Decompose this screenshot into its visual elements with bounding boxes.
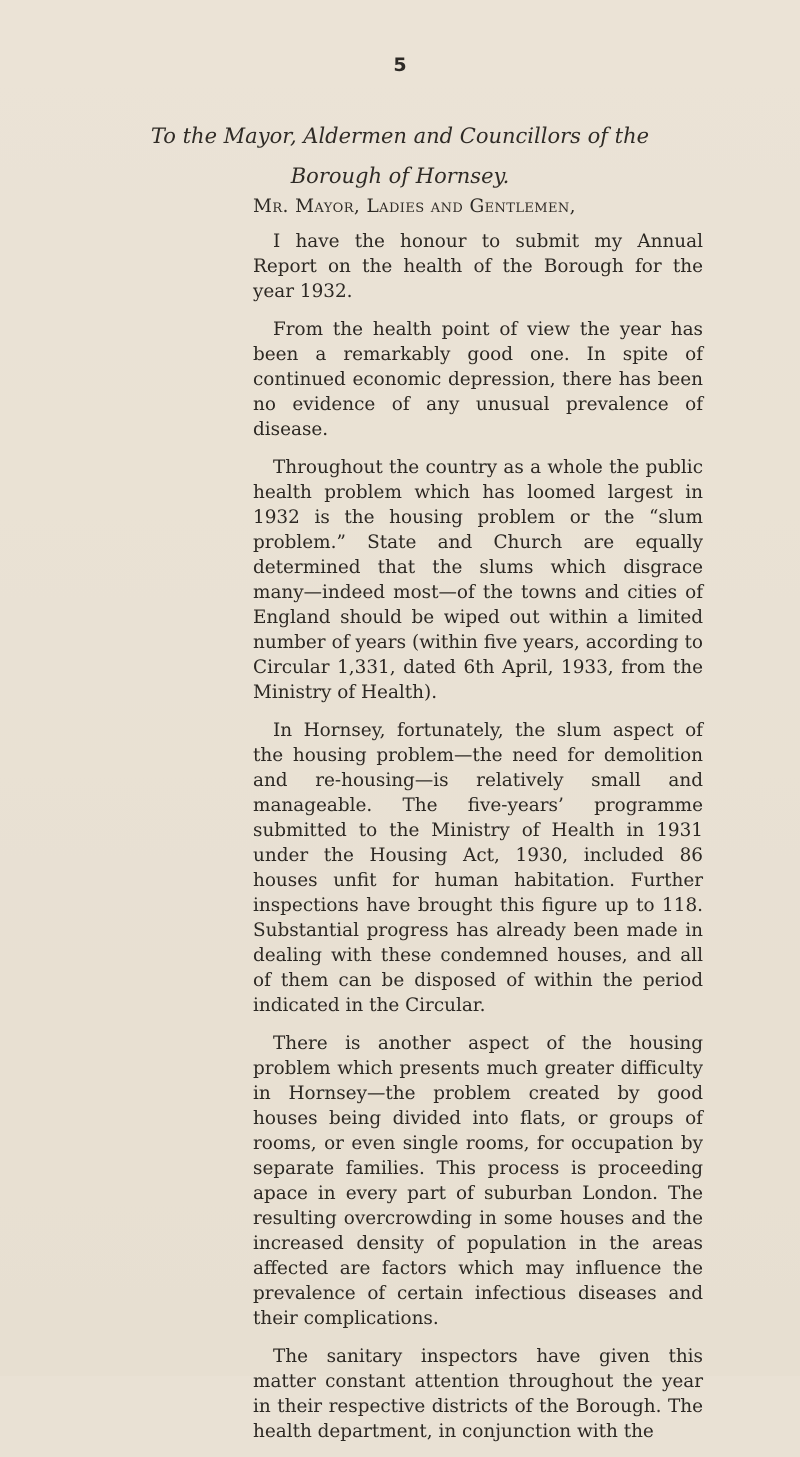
paragraph-3: Throughout the country as a whole the public health problem which has loomed largest in 1932 is the housing problem or the “slum problem.” State and Church are equally determined that the slums which disgrace many—indeed most—of the towns and cities of England should be wiped out within a limited number of years (within five years, according to Circular 1,331, dated 6th April, 1933, from the Ministry of Health). <box>253 457 703 703</box>
paragraph-5: There is another aspect of the housing problem which presents much greater difficulty in Hornsey—the problem created by good houses being divided into flats, or groups of rooms, or even single rooms, for occupation by separate families. This process is proceeding apace in every part of suburban London. The resulting overcrowding in some houses and the increased density of population in the areas affected are factors which may influence the prevalence of certain infectious diseases and their complications. <box>253 1033 703 1329</box>
paragraph-1: I have the honour to submit my Annual Report on the health of the Borough for the year 1932. <box>253 231 703 302</box>
address-heading-line-2: Borough of Hornsey. <box>290 164 510 188</box>
address-heading-line-1: To the Mayor, Aldermen and Councillors of the <box>150 124 650 148</box>
salutation-text: Mr. Mayor, Ladies and Gentlemen, <box>253 196 576 217</box>
paragraph-4: In Hornsey, fortunately, the slum aspect of the housing problem—the need for demolition and re-housing—is relatively small and manageable. The five-years’ programme submitted to the Ministry of Health in 1931 under the Housing Act, 1930, included 86 houses unfit for human habitation. Further inspections have brought this figure up to 118. Substantial progress has already been made in dealing with these condemned houses, and all of them can be disposed of within the period indicated in the Circular. <box>253 720 703 1016</box>
salutation <box>253 196 576 217</box>
paragraph-6: The sanitary inspectors have given this matter constant attention throughout the year in their respective districts of the Borough. The health department, in conjunction with the <box>253 1346 703 1442</box>
report-body <box>253 229 703 1457</box>
page-number: 5 <box>393 54 407 76</box>
address-heading <box>0 116 800 196</box>
paragraph-2: From the health point of view the year has been a remarkably good one. In spite of continued economic depression, there has been no evidence of any unusual prevalence of disease. <box>253 319 703 440</box>
